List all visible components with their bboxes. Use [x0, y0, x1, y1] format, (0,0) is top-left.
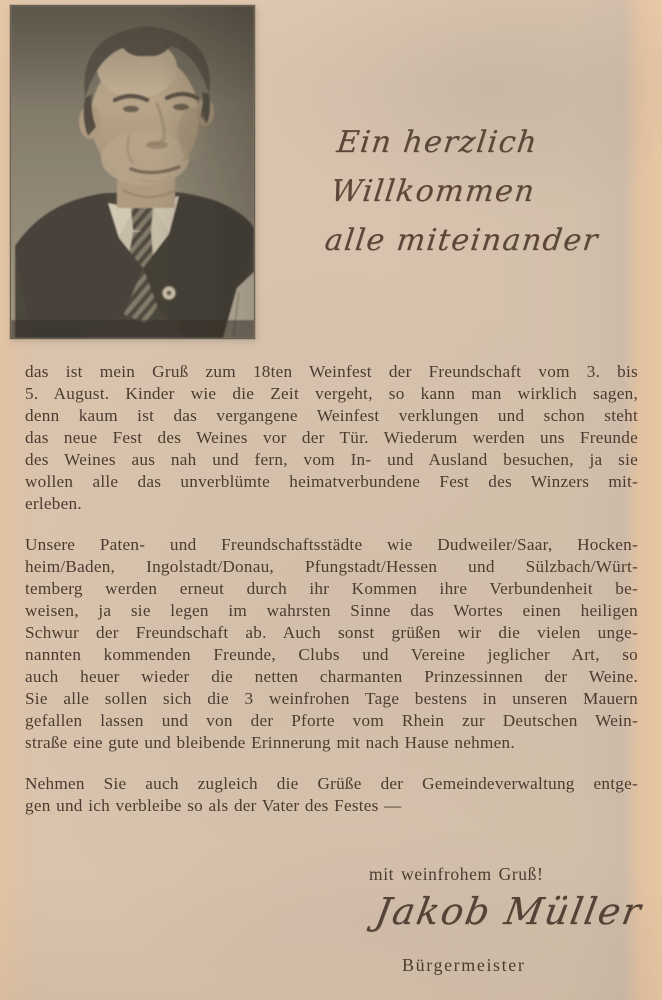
welcome-headline: [322, 118, 640, 265]
text-line: erleben.: [25, 494, 82, 513]
text-line: Schwur der Freundschaft ab. Auch sonst grüßen wir die vielen unge-: [25, 623, 638, 642]
text-line: temberg werden erneut durch ihr Kommen ihre Verbundenheit be-: [25, 579, 638, 598]
text-line: heim/Baden, Ingolstadt/Donau, Pfungstadt/Hessen und Sülzbach/Würt-: [25, 557, 638, 576]
portrait-photo-illustration: [11, 6, 254, 338]
text-line: denn kaum ist das vergangene Weinfest verklungen und schon steht: [25, 406, 638, 425]
signer-title: Bürgermeister: [402, 955, 526, 975]
text-line: weisen, ja sie legen im wahrsten Sinne das Wortes einen heiligen: [25, 601, 638, 620]
text-line: wollen alle das unverblümte heimatverbundene Fest des Winzers mit-: [25, 472, 638, 491]
paragraph: [25, 361, 638, 515]
portrait-photo: [10, 5, 255, 339]
text-line: gen und ich verbleibe so als der Vater des Festes —: [25, 796, 402, 815]
headline-line-2: Willkommen: [328, 174, 538, 209]
text-line: 5. August. Kinder wie die Zeit vergeht, so kann man wirklich sagen,: [25, 384, 638, 403]
text-line: straße eine gute und bleibende Erinnerung mit nach Hause nehmen.: [25, 733, 515, 752]
closing-salutation: mit weinfrohem Gruß!: [369, 864, 544, 884]
body-text: [25, 361, 638, 836]
paragraph: [25, 773, 638, 817]
paragraph: [25, 534, 638, 754]
text-line: das ist mein Gruß zum 18ten Weinfest der Freundschaft vom 3. bis: [25, 362, 638, 381]
headline-line-3: alle miteinander: [322, 223, 601, 258]
signature-jakob-mueller: Jakob Müller: [372, 890, 646, 933]
text-line: nannten kommenden Freunde, Clubs und Vereine jeglicher Art, so: [25, 645, 638, 664]
text-line: gefallen lassen und von der Pforte vom Rhein zur Deutschen Wein-: [25, 711, 638, 730]
text-line: das neue Fest des Weines vor der Tür. Wiederum werden uns Freunde: [25, 428, 638, 447]
text-line: des Weines aus nah und fern, vom In- und Ausland besuchen, ja sie: [25, 450, 638, 469]
text-line: Unsere Paten- und Freundschaftsstädte wie Dudweiler/Saar, Hocken-: [25, 535, 638, 554]
text-line: Sie alle sollen sich die 3 weinfrohen Tage bestens in unseren Mauern: [25, 689, 638, 708]
headline-line-1: Ein herzlich: [334, 125, 541, 160]
text-line: Nehmen Sie auch zugleich die Grüße der Gemeindeverwaltung entge-: [25, 774, 638, 793]
text-line: auch heuer wieder die netten charmanten Prinzessinnen der Weine.: [25, 667, 638, 686]
